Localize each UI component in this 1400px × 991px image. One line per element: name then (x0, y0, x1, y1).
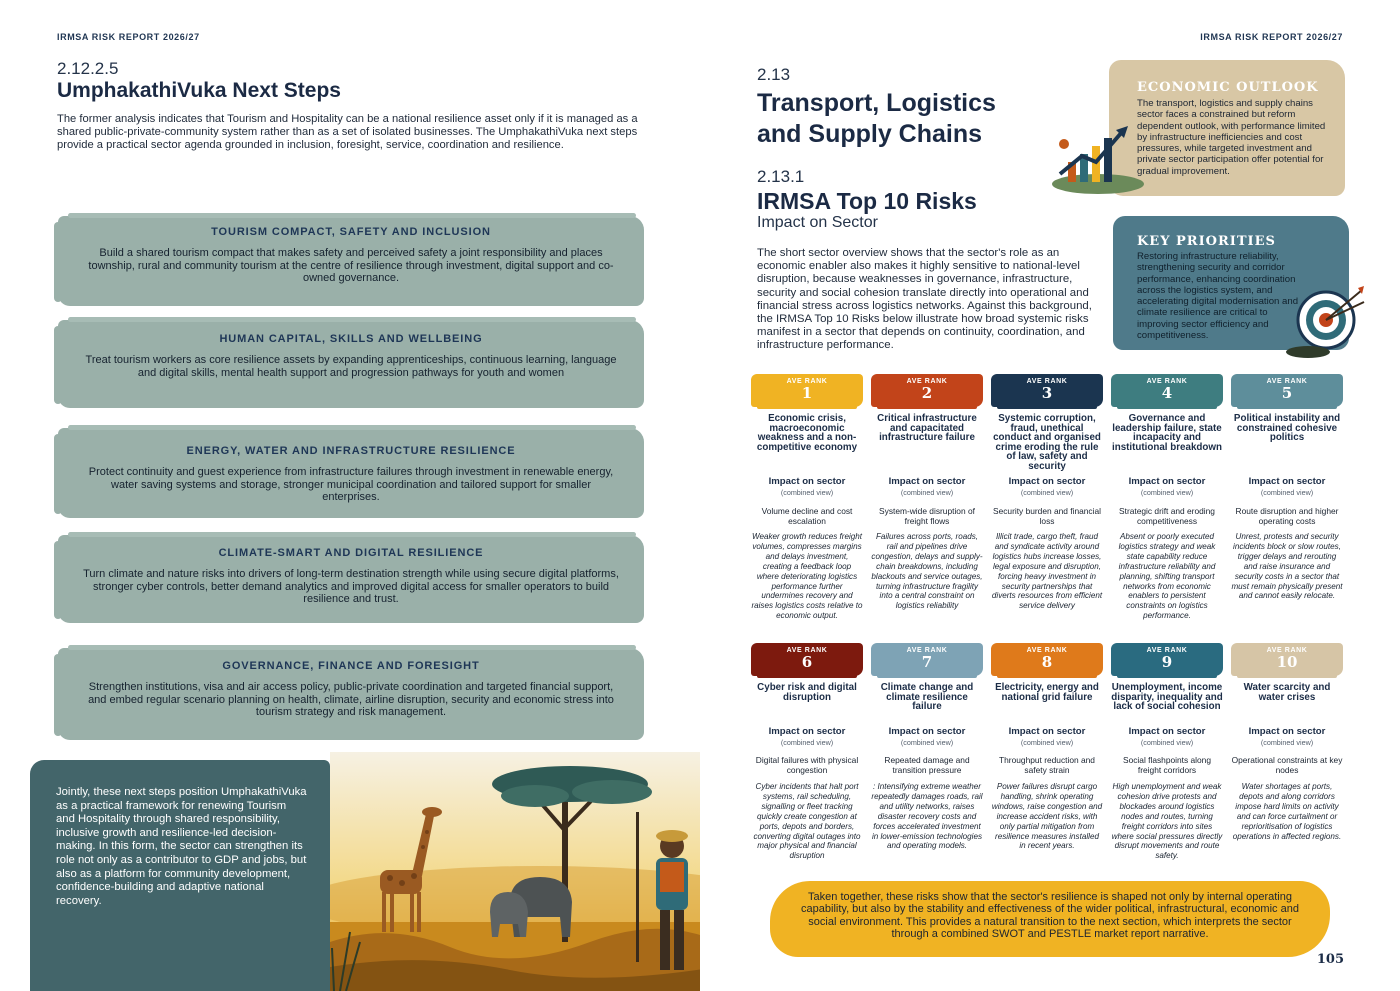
rank-number: 7 (921, 653, 933, 671)
impact-subheading: (combined view) (780, 488, 834, 497)
risk-name: Climate change and climate resilience failure (880, 682, 974, 713)
impact-heading: Impact on sector (1248, 726, 1326, 737)
rank-number: 2 (921, 384, 933, 402)
impact-heading: Impact on sector (888, 476, 966, 487)
impact-description: Unrest, protests and security incidents block or slow routes, trigger delays and rerouting and raise insurance and security costs in a sector that must remain physically present and cannot easily relocate. (1231, 532, 1343, 601)
rank-label: AVE RANK (906, 647, 948, 654)
rank-label: AVE RANK (906, 378, 948, 385)
rank-label: AVE RANK (786, 647, 828, 654)
running-head-right: IRMSA RISK REPORT 2026/27 (1200, 32, 1343, 42)
closing-summary: Taken together, these risks show that the sector's resilience is shaped not only by internal operating capability, but also by the stability and effectiveness of the wider political, infrastructural, economic and social environment. This provides a natural transition to the next section, which interprets the sector through a combined SWOT and PESTLE market report narrative. (770, 881, 1330, 957)
impact-heading: Impact on sector (888, 726, 966, 737)
impact-title: Security burden and financial loss (992, 506, 1101, 526)
impact-description: Power failures disrupt cargo handling, shrink operating windows, raise congestion and increase accident risks, with only partial mitigation from resilience measures installed in recent years. (991, 782, 1103, 851)
rank-badge (991, 643, 1103, 676)
step-card-human-capital (58, 320, 644, 408)
impact-title: Operational constraints at key nodes (1231, 755, 1343, 775)
risk-card-2 (871, 374, 983, 611)
running-head-left: IRMSA RISK REPORT 2026/27 (57, 32, 200, 42)
risk-card-5 (1231, 374, 1343, 601)
economic-outlook-text: The transport, logistics and supply chains sector faces a constrained but reform dependent outlook, with performance limited by infrastructure inefficiencies and cost pressures, while targeted investment and private sector participation offer potential for gradual improvement. (1137, 98, 1326, 177)
step-title: HUMAN CAPITAL, SKILLS AND WELLBEING (219, 333, 483, 345)
risk-card-7 (871, 643, 983, 851)
subsection-title: IRMSA Top 10 Risks (757, 188, 977, 214)
section-title: UmphakathiVuka Next Steps (57, 79, 341, 102)
impact-title: Volume decline and cost escalation (761, 506, 853, 526)
risk-card-9 (1111, 643, 1223, 861)
target-icon (1286, 282, 1366, 362)
rank-label: AVE RANK (1266, 647, 1308, 654)
intro-paragraph: The former analysis indicates that Tourism and Hospitality can be a national resilience asset only if it is managed as a shared public-private-community system rather than as a set of isolated businesses. The UmphakathiVuka next steps provide a practical sector agenda grounded in inclusion, foresight, service, coordination and resilience. (57, 113, 638, 151)
rank-number: 10 (1276, 653, 1298, 671)
section-title (757, 88, 996, 150)
rank-number: 1 (801, 384, 813, 402)
impact-title: Digital failures with physical congestion (755, 755, 859, 775)
impact-description: : Intensifying extreme weather repeatedly damages roads, rail and utility networks, raises disaster recovery costs and forces accelerated investment in lower-emission technologies and operating models. (871, 782, 983, 851)
impact-description: Absent or poorly executed logistics strategy and weak state capability reduce infrastructure reliability and planning, shifting transport networks from economic enablers to persistent constraints on logistics performance. (1118, 532, 1216, 621)
risk-card-1 (751, 374, 863, 621)
rank-badge (751, 643, 863, 676)
step-card-governance-finance (58, 648, 644, 740)
rank-label: AVE RANK (1026, 647, 1068, 654)
growth-chart-icon (1048, 122, 1148, 196)
impact-title: Throughput reduction and safety strain (999, 755, 1095, 775)
impact-heading: Impact on sector (768, 726, 846, 737)
impact-heading: Impact on sector (1128, 476, 1206, 487)
impact-description: Cyber incidents that halt port systems, rail scheduling, signalling or fleet tracking quickly create congestion at ports, depots and borders, converting digital outages into major physical and financial disruption (753, 782, 861, 861)
impact-description: High unemployment and weak cohesion drive protests and blockades around logistics nodes and routes, turning freight corridors into sites where social pressures directly disrupt movements and route safety. (1111, 782, 1223, 861)
rank-badge (751, 374, 863, 407)
rank-number: 5 (1281, 384, 1293, 402)
risk-card-8 (991, 643, 1103, 851)
impact-heading: Impact on sector (768, 476, 846, 487)
step-title: ENERGY, WATER AND INFRASTRUCTURE RESILIENCE (186, 445, 516, 457)
step-body: Treat tourism workers as core resilience assets by expanding apprenticeships, continuous learning, language and digital skills, mental health support and progression pathways for youth and women (85, 354, 617, 379)
section-title-line1: Transport, Logistics (757, 89, 996, 117)
risk-card-4 (1111, 374, 1223, 621)
rank-label: AVE RANK (1146, 378, 1188, 385)
step-card-energy-water (58, 428, 644, 518)
step-title: TOURISM COMPACT, SAFETY AND INCLUSION (211, 226, 491, 238)
impact-title: Social flashpoints along freight corridors (1123, 755, 1211, 775)
impact-subheading: (combined view) (1140, 738, 1194, 747)
step-title: GOVERNANCE, FINANCE AND FORESIGHT (222, 660, 480, 672)
rank-label: AVE RANK (786, 378, 828, 385)
key-priorities-title: KEY PRIORITIES (1137, 234, 1276, 249)
risk-name: Critical infrastructure and capacitated infrastructure failure (877, 413, 977, 444)
impact-title: Strategic drift and eroding competitiveness (1119, 506, 1215, 526)
rank-label: AVE RANK (1266, 378, 1308, 385)
risk-name: Systemic corruption, fraud, unethical conduct and organised crime eroding the rule of law, safety and security (993, 413, 1101, 472)
risk-card-6 (751, 643, 863, 861)
step-card-climate-digital (58, 535, 644, 623)
rank-badge (1231, 643, 1343, 676)
rank-badge (1231, 374, 1343, 407)
risk-card-3 (991, 374, 1103, 611)
risk-name: Unemployment, income disparity, inequality and lack of social cohesion (1111, 682, 1223, 713)
subsection-number: 2.13.1 (757, 167, 805, 186)
rank-badge (991, 374, 1103, 407)
rank-number: 4 (1161, 384, 1173, 402)
subsection-subtitle: Impact on Sector (757, 214, 878, 231)
risk-name: Governance and leadership failure, state incapacity and institutional breakdown (1112, 413, 1222, 453)
risk-card-10 (1231, 643, 1343, 841)
section-title-line2: and Supply Chains (757, 120, 983, 148)
section-number: 2.13 (757, 65, 791, 84)
impact-description: Weaker growth reduces freight volumes, compresses margins and delays investment, creating a feedback loop where deteriorating logistics performance further undermines recovery and raises logistics costs relative to economic output. (751, 532, 863, 621)
rank-badge (1111, 374, 1223, 407)
rank-number: 9 (1161, 653, 1173, 671)
rank-number: 6 (801, 653, 813, 671)
impact-title: Route disruption and higher operating costs (1235, 506, 1339, 526)
impact-description: Illicit trade, cargo theft, fraud and syndicate activity around logistics hubs increase losses, legal exposure and disruption, forcing heavy investment in security partnerships that diverts resources from efficient service delivery (991, 532, 1103, 611)
impact-description: Failures across ports, roads, rail and pipelines drive congestion, delays and supply-chain breakdowns, including blackouts and service outages, turning infrastructure fragility into a central constraint on logistics reliability (871, 532, 983, 611)
step-body: Build a shared tourism compact that makes safety and perceived safety a joint responsibility and places township, rural and community tourism at the centre of resilience through investment, digital support and co-owned governance. (88, 247, 614, 284)
step-body: Turn climate and nature risks into drivers of long-term destination strength while using secure digital platforms, stronger cyber controls, better demand analytics and improved digital access for smaller operators to build resilience and trust. (83, 568, 619, 605)
page-number: 105 (1316, 952, 1344, 967)
impact-subheading: (combined view) (1260, 738, 1314, 747)
impact-heading: Impact on sector (1248, 476, 1326, 487)
risk-name: Political instability and constrained cohesive politics (1233, 413, 1341, 444)
step-body: Protect continuity and guest experience from infrastructure failures through investment in renewable energy, water saving systems and storage, stronger municipal coordination and tailored support for smaller enterprises. (88, 466, 614, 503)
impact-heading: Impact on sector (1008, 476, 1086, 487)
rank-label: AVE RANK (1026, 378, 1068, 385)
impact-subheading: (combined view) (1020, 738, 1074, 747)
impact-title: Repeated damage and transition pressure (884, 755, 970, 775)
section-number: 2.12.2.5 (57, 59, 119, 78)
impact-subheading: (combined view) (780, 738, 834, 747)
right-page (700, 0, 1400, 991)
impact-description: Water shortages at ports, depots and along corridors impose hard limits on activity and can force curtailment or reprioritisation of logistics operations in affected regions. (1232, 782, 1342, 841)
rank-badge (871, 643, 983, 676)
impact-subheading: (combined view) (1020, 488, 1074, 497)
impact-title: System-wide disruption of freight flows (879, 506, 975, 526)
rank-badge (1111, 643, 1223, 676)
risk-name: Economic crisis, macroeconomic weakness and a non-competitive economy (756, 413, 858, 453)
risk-name: Water scarcity and water crises (1243, 682, 1331, 703)
risk-name: Cyber risk and digital disruption (757, 682, 857, 703)
intro-paragraph: The short sector overview shows that the sector's role as an economic enabler also makes it highly sensitive to national-level disruption, because weaknesses in governance, infrastructure, security and social cohesion translate directly into operational and financial stress across logistics networks. Against this background, the IRMSA Top 10 Risks below illustrate how broad systemic risks manifest in a sector that depends on continuity, coordination, and infrastructure performance. (757, 247, 1092, 352)
key-priorities-text: Restoring infrastructure reliability, strengthening security and corridor performance, enhancing coordination across the logistics system, and accelerating digital modernisation and climate resilience are critical to improving sector efficiency and competitiveness. (1137, 251, 1299, 342)
impact-heading: Impact on sector (1128, 726, 1206, 737)
closing-text: Jointly, these next steps position UmphakathiVuka as a practical framework for renewing Tourism and Hospitality through shared responsibility, inclusive growth and resilience-led decision-making. In this form, the sector can strengthen its role not only as a contributor to GDP and jobs, but also as a platform for community development, confidence-building and adaptive national recovery. (56, 786, 307, 907)
impact-heading: Impact on sector (1008, 726, 1086, 737)
economic-outlook-title: ECONOMIC OUTLOOK (1137, 80, 1319, 95)
step-body: Strengthen institutions, visa and air access policy, public-private coordination and targeted financial support, and embed regular scenario planning on health, climate, airline disruption, security and economic stress into tourism strategy and risk management. (88, 681, 614, 718)
impact-subheading: (combined view) (1260, 488, 1314, 497)
risk-name: Electricity, energy and national grid failure (995, 682, 1099, 703)
impact-subheading: (combined view) (900, 738, 954, 747)
rank-label: AVE RANK (1146, 647, 1188, 654)
rank-badge (871, 374, 983, 407)
closing-box (30, 760, 330, 991)
rank-number: 3 (1041, 384, 1053, 402)
rank-number: 8 (1041, 653, 1053, 671)
impact-subheading: (combined view) (1140, 488, 1194, 497)
step-card-tourism-compact (58, 216, 644, 306)
step-title: CLIMATE-SMART AND DIGITAL RESILIENCE (218, 547, 484, 559)
safari-illustration (330, 752, 734, 991)
impact-subheading: (combined view) (900, 488, 954, 497)
